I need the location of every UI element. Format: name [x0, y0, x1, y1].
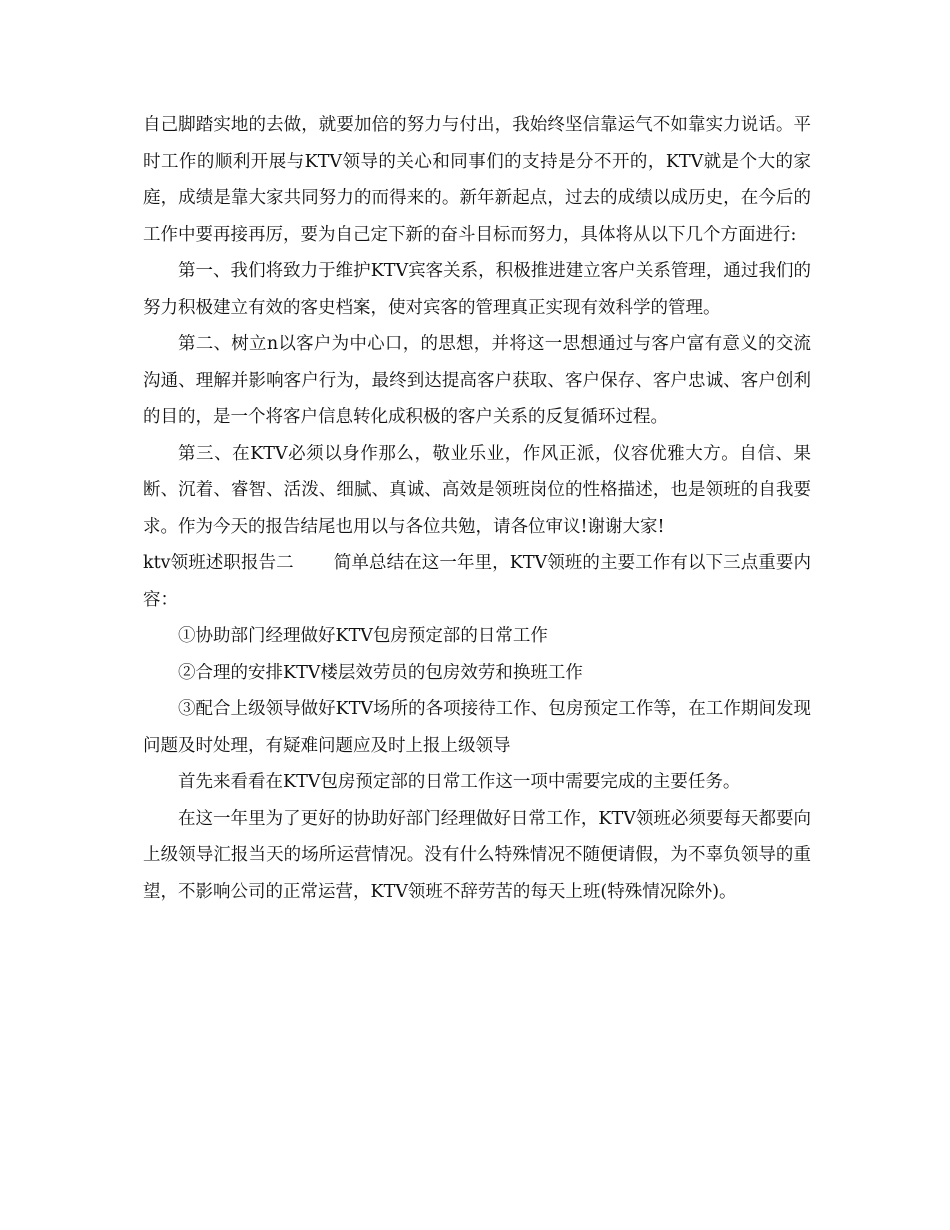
section-intro: 简单总结在这一年里，KTV领班的主要工作有以下三点重要内容：: [143, 553, 811, 610]
section-heading-paragraph: [143, 545, 811, 618]
document-body: [143, 107, 811, 910]
paragraph-point-three: 第三、在KTV必须以身作那么，敬业乐业，作风正派，仪容优雅大方。自信、果断、沉着、睿智、活泼、细腻、真诚、高效是领班岗位的性格描述，也是领班的自我要求。作为今天的报告结尾也用以与各位共勉，请各位审议!谢谢大家!: [143, 443, 811, 537]
paragraph-point-two: 第二、树立n以客户为中心口，的思想，并将这一思想通过与客户富有意义的交流沟通、理解并影响客户行为，最终到达提高客户获取、客户保存、客户忠诚、客户创利的目的，是一个将客户信息转化成积极的客户关系的反复循环过程。: [143, 334, 811, 427]
list-item: ③配合上级领导做好KTV场所的各项接待工作、包房预定工作等，在工作期间发现问题及时处理，有疑难问题应及时上报上级领导: [143, 699, 811, 756]
paragraph-closing-first: 首先来看看在KTV包房预定部的日常工作这一项中需要完成的主要任务。: [178, 772, 741, 792]
paragraph-intro: 自己脚踏实地的去做，就要加倍的努力与付出，我始终坚信靠运气不如靠实力说话。平时工作的顺利开展与KTV领导的关心和同事们的支持是分不开的，KTV就是个大的家庭，成绩是靠大家共同努力的而得来的。新年新起点，过去的成绩以成历史，在今后的工作中要再接再厉，要为自己定下新的奋斗目标而努力，具体将从以下几个方面进行:: [143, 115, 811, 245]
paragraph-point-one: 第一、我们将致力于维护KTV宾客关系，积极推进建立客户关系管理，通过我们的努力积极建立有效的客史档案，使对宾客的管理真正实现有效科学的管理。: [143, 261, 811, 318]
list-item: ①协助部门经理做好KTV包房预定部的日常工作: [178, 626, 548, 646]
list-item: ②合理的安排KTV楼层效劳员的包房效劳和换班工作: [178, 662, 583, 683]
paragraph-closing-second: 在这一年里为了更好的协助好部门经理做好日常工作，KTV领班必须要每天都要向上级领导汇报当天的场所运营情况。没有什么特殊情况不随便请假，为不辜负领导的重望，不影响公司的正常运营，KTV领班不辞劳苦的每天上班(特殊情况除外)。: [143, 808, 811, 902]
section-title: ktv领班述职报告二: [143, 553, 294, 573]
